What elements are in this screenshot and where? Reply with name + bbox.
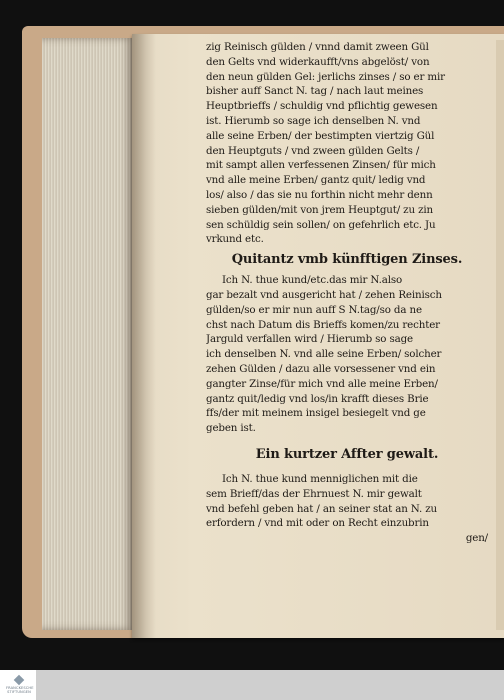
text-line: gantz quit/ledig vnd los/in krafft dieses Brie [206, 392, 429, 405]
text-line: Jarguld verfallen wird / Hierumb so sage [206, 333, 413, 346]
text-line: den Heuptguts / vnd zween gülden Gelts / [206, 144, 420, 157]
text-line: Heuptbrieffs / schuldig vnd pflichtig gewesen [206, 100, 438, 113]
text-line: gülden/so er mir nun auff S N.tag/so da ne [206, 303, 422, 316]
text-line: mit sampt allen verfessenen Zinsen/ für mich [206, 159, 436, 172]
text-line: bisher auff Sanct N. tag / nach laut meines [206, 85, 424, 98]
page-right-edge [496, 40, 504, 630]
text-line: Ich N. thue kund menniglichen mit die [222, 472, 418, 485]
text-line: vnd befehl geben hat / an seiner stat an N. zu [206, 502, 438, 515]
text-line: gar bezalt vnd ausgericht hat / zehen Reinisch [206, 288, 442, 301]
text-line: gangter Zinse/für mich vnd alle meine Erben/ [206, 377, 438, 390]
text-line: ist. Hierumb so sage ich denselben N. vnd [206, 114, 421, 127]
text-line: sen schüldig sein sollen/ on gefehrlich etc. Ju [206, 218, 436, 231]
text-line: los/ also / das sie nu forthin nicht mehr denn [206, 188, 433, 201]
heading-power-of-attorney: Ein kurtzer Affter gewalt. [255, 446, 439, 462]
text-line: ffs/der mit meinem insigel besiegelt vnd ge [206, 407, 426, 420]
text-line: zig Reinisch gülden / vnnd damit zween Gül [206, 41, 429, 53]
text-line: Ich N. thue kund/etc.das mir N.also [222, 274, 403, 287]
logo-text-line-1: FRANCKESCHE [6, 686, 34, 690]
paragraph-2 [206, 273, 488, 436]
text-line: ich denselben N. vnd alle seine Erben/ solcher [206, 348, 442, 361]
footer-gray-bar [36, 670, 504, 700]
heading-quittance: Quitantz vmb künfftigen Zinses. [231, 252, 463, 268]
text-line: vnd alle meine Erben/ gantz quit/ ledig vnd [206, 174, 426, 187]
text-line: sieben gülden/mit von jrem Heuptgut/ zu zin [206, 203, 433, 216]
library-logo [6, 675, 32, 697]
text-line: vrkund etc. [206, 233, 264, 246]
gutter-shadow [132, 34, 156, 638]
library-seal-icon [14, 675, 25, 686]
page-text [206, 40, 488, 546]
text-line: erfordern / vnd mit oder on Recht einzubrin [206, 517, 429, 530]
text-line: den neun gülden Gel: jerlichs zinses / so er mir [206, 70, 445, 83]
text-line: gen/ [465, 532, 488, 545]
text-line: zehen Gülden / dazu alle vorsessener vnd ein [206, 362, 436, 375]
paragraph-1 [206, 40, 488, 247]
text-line: geben ist. [206, 422, 256, 435]
paragraph-3 [206, 472, 488, 546]
text-line: chst nach Datum dis Brieffs komen/zu rechter [206, 318, 440, 331]
text-line: den Gelts vnd widerkaufft/vns abgelöst/ von [206, 55, 430, 68]
text-line: sem Brieff/das der Ehrnuest N. mir gewalt [206, 487, 422, 500]
logo-text-line-2: STIFTUNGEN [7, 690, 31, 694]
page-edges [42, 38, 134, 630]
text-line: alle seine Erben/ der bestimpten viertzig Gül [206, 129, 435, 142]
